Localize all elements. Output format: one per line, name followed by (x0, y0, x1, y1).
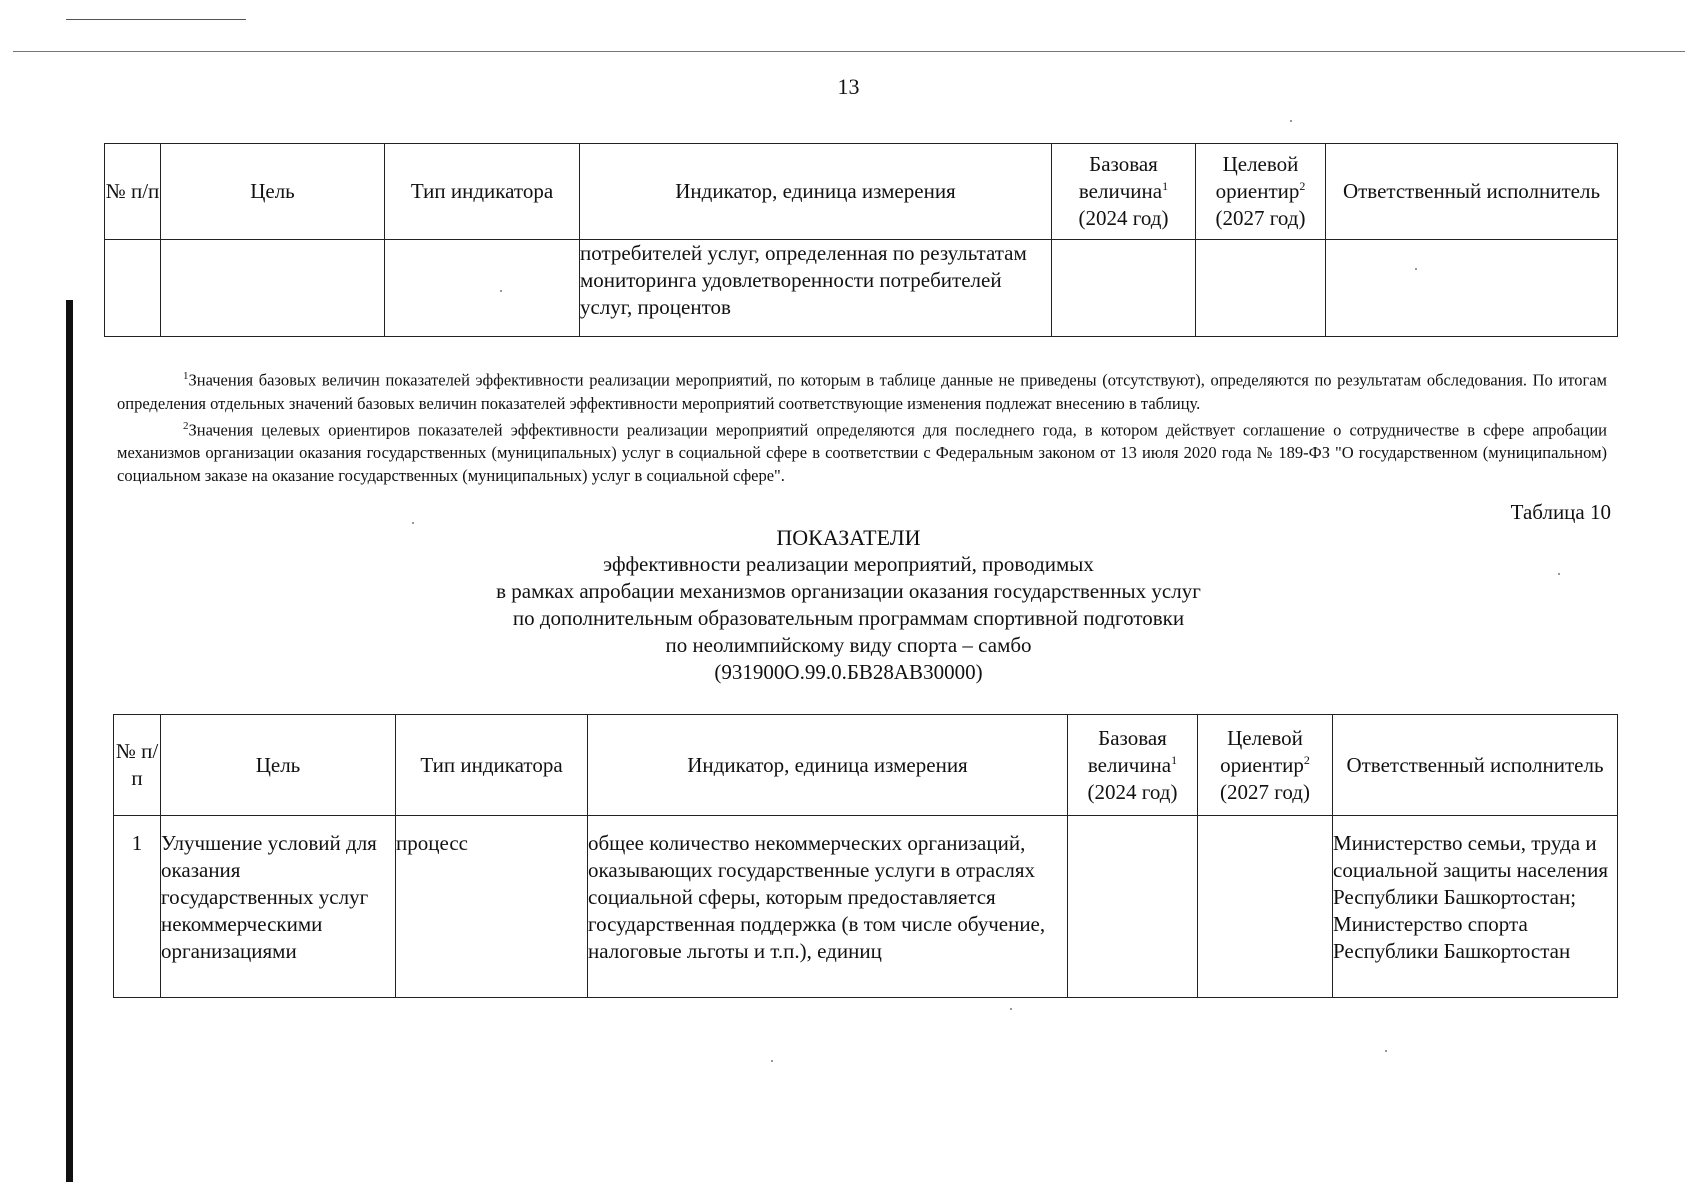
header-indicator-type: Тип индикатора (385, 144, 580, 240)
scan-speck (1558, 573, 1560, 575)
header-indicator-type: Тип индикатора (396, 715, 588, 816)
cell-responsible (1326, 240, 1618, 337)
scan-edge-bar (66, 300, 73, 1182)
header-indicator: Индикатор, единица измерения (580, 144, 1052, 240)
table-row (105, 240, 1618, 337)
indicators-table (113, 714, 1618, 998)
header-target-value: Целевой ориентир$^2$ (2027 год) (1198, 715, 1333, 816)
header-base-value: Базовая величина$^1$ (2024 год) (1068, 715, 1198, 816)
table-number-label: Таблица 10 (1510, 500, 1611, 524)
scan-speck (500, 290, 502, 292)
footnotes (117, 365, 1607, 487)
title-line-5: (931900О.99.0.БВ28АВ30000) (714, 660, 983, 684)
scan-speck (1385, 1050, 1387, 1052)
title-line-3: по дополнительным образовательным программам спортивной подготовки (512, 606, 1185, 630)
header-base-value: Базовая величина$^1$ (2024 год) (1052, 144, 1196, 240)
cell-num: 1 (114, 816, 161, 998)
title-main: ПОКАЗАТЕЛИ (776, 525, 921, 550)
table-header-row (105, 144, 1618, 240)
cell-target (1196, 240, 1326, 337)
cell-base (1052, 240, 1196, 337)
scan-speck (412, 522, 414, 524)
table-title-block (0, 524, 1697, 686)
scan-speck (1415, 268, 1417, 270)
continuation-table (104, 143, 1618, 337)
table-row (114, 816, 1618, 998)
page-number: 13 (837, 74, 860, 99)
cell-target (1198, 816, 1333, 998)
cell-base (1068, 816, 1198, 998)
footnote-1: $^1$Значения базовых величин показателей эффективности реализации мероприятий, по которым в таблице данные не приведены (отсутствуют), определяются по результатам обследования. По итогам определения отдельных значений базовых величин показателей эффективности мероприятий соответствующие изменения подлежат внесению в таблицу. (117, 370, 1607, 413)
header-target-value: Целевой ориентир$^2$ (2027 год) (1196, 144, 1326, 240)
scan-speck (771, 1060, 773, 1062)
title-line-2: в рамках апробации механизмов организации оказания государственных услуг (496, 579, 1201, 603)
header-goal: Цель (161, 144, 385, 240)
header-goal: Цель (161, 715, 396, 816)
header-num: № п/п (105, 144, 161, 240)
title-line-4: по неолимпийскому виду спорта – самбо (665, 633, 1032, 657)
header-responsible: Ответственный исполнитель (1333, 715, 1618, 816)
header-num: № п/п (114, 715, 161, 816)
cell-goal (161, 240, 385, 337)
footnote-2: $^2$Значения целевых ориентиров показателей эффективности реализации мероприятий определяются для последнего года, в котором действует соглашение о сотрудничестве в сфере апробации механизмов организации оказания государственных (муниципальных) услуг в социальной сфере в соответствии с Федеральным законом от 13 июля 2020 года № 189-ФЗ "О государственном (муниципальном) социальном заказе на оказание государственных (муниципальных) услуг в социальной сфере". (117, 419, 1607, 485)
table-header-row (114, 715, 1618, 816)
top-long-rule (13, 51, 1685, 52)
title-line-1: эффективности реализации мероприятий, проводимых (603, 552, 1094, 576)
top-short-rule (66, 19, 246, 20)
cell-indicator-type (385, 240, 580, 337)
cell-responsible: Министерство семьи, труда и социальной защиты населения Республики Башкортостан; Министерство спорта Республики Башкортостан (1333, 816, 1618, 998)
cell-num (105, 240, 161, 337)
cell-indicator: потребителей услуг, определенная по результатам мониторинга удовлетворенности потребителей услуг, процентов (580, 240, 1052, 337)
scan-speck (1010, 1008, 1012, 1010)
header-indicator: Индикатор, единица измерения (588, 715, 1068, 816)
header-responsible: Ответственный исполнитель (1326, 144, 1618, 240)
scan-speck (1290, 120, 1292, 122)
cell-indicator-type: процесс (396, 816, 588, 998)
cell-indicator: общее количество некоммерческих организаций, оказывающих государственные услуги в отраслях социальной сферы, которым предоставляется государственная поддержка (в том числе обучение, налоговые льготы и т.п.), единиц (588, 816, 1068, 998)
cell-goal: Улучшение условий для оказания государственных услуг некоммерческими организациями (161, 816, 396, 998)
